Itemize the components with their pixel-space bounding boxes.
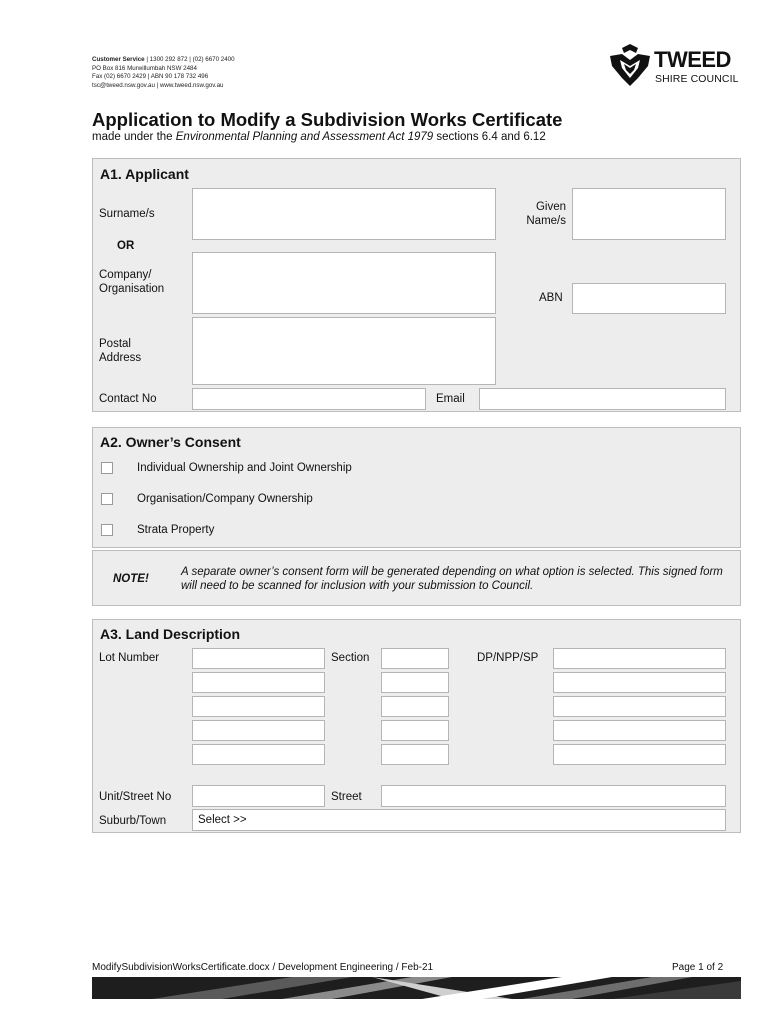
lot-number-field[interactable]	[192, 672, 325, 693]
lot-number-label: Lot Number	[99, 652, 160, 664]
section-field[interactable]	[381, 648, 449, 669]
footer-file-info: ModifySubdivisionWorksCertificate.docx / Development Engineering / Feb-21	[92, 962, 434, 973]
subtitle-prefix: made under the	[92, 131, 176, 143]
dp-field[interactable]	[553, 648, 726, 669]
subtitle-act: Environmental Planning and Assessment Act 1979	[175, 131, 434, 143]
section-applicant-title: A1. Applicant	[100, 166, 189, 182]
street-label: Street	[331, 791, 362, 803]
postal-label-line1: Postal	[99, 338, 131, 350]
ownership-individual-checkbox[interactable]	[101, 462, 113, 474]
customer-service-label: Customer Service	[92, 56, 145, 63]
given-names-label	[518, 200, 566, 228]
postal-address-label	[99, 337, 141, 365]
given-label-line2: Name/s	[526, 215, 566, 227]
section-applicant	[92, 158, 741, 412]
footer-page-number: Page 1 of 2	[672, 962, 724, 973]
postal-address-field[interactable]	[192, 317, 496, 385]
lot-number-field[interactable]	[192, 648, 325, 669]
section-field[interactable]	[381, 696, 449, 717]
lot-number-field[interactable]	[192, 744, 325, 765]
company-field[interactable]	[192, 252, 496, 314]
section-land-description	[92, 619, 741, 833]
suburb-town-label: Suburb/Town	[99, 815, 167, 827]
contact-phones: | 1300 292 872 | (02) 6670 2400	[146, 56, 235, 63]
company-label-line2: Organisation	[99, 283, 165, 295]
dp-field[interactable]	[553, 744, 726, 765]
logo-subtitle: SHIRE COUNCIL	[655, 73, 739, 85]
page-title: Application to Modify a Subdivision Works Certificate	[92, 109, 563, 130]
lot-number-field[interactable]	[192, 696, 325, 717]
footer-decorative-bar	[92, 977, 741, 999]
contact-no-field[interactable]	[192, 388, 426, 410]
dp-field[interactable]	[553, 720, 726, 741]
ownership-organisation-checkbox[interactable]	[101, 493, 113, 505]
section-owners-consent-title: A2. Owner’s Consent	[100, 434, 241, 450]
subtitle-suffix: sections 6.4 and 6.12	[433, 131, 546, 143]
dp-label: DP/NPP/SP	[477, 652, 539, 664]
page-subtitle	[92, 131, 546, 143]
logo-wordmark: TWEED	[654, 47, 731, 72]
section-label: Section	[331, 652, 370, 664]
section-land-description-title: A3. Land Description	[100, 626, 241, 642]
company-label-line1: Company/	[99, 269, 152, 281]
unit-street-no-label: Unit/Street No	[99, 791, 172, 803]
suburb-town-select[interactable]	[192, 809, 726, 831]
email-label: Email	[436, 393, 465, 405]
ownership-individual-label: Individual Ownership and Joint Ownership	[137, 462, 352, 474]
section-owners-consent	[92, 427, 741, 548]
surname-field[interactable]	[192, 188, 496, 240]
postal-label-line2: Address	[99, 352, 142, 364]
given-names-field[interactable]	[572, 188, 726, 240]
unit-street-no-field[interactable]	[192, 785, 325, 807]
section-field[interactable]	[381, 744, 449, 765]
surname-label: Surname/s	[99, 208, 155, 220]
contact-po-box: PO Box 816 Murwillumbah NSW 2484	[92, 64, 197, 72]
contact-fax-abn: Fax (02) 6670 2429 | ABN 90 178 732 496	[92, 73, 209, 81]
note-text: A separate owner’s consent form will be generated depending on what option is selected. This signed form will need to be scanned for inclusion with your submission to Council.	[181, 566, 723, 592]
ownership-strata-label: Strata Property	[137, 524, 215, 536]
given-label-line1: Given	[535, 201, 566, 213]
note-label: NOTE!	[113, 573, 149, 585]
section-field[interactable]	[381, 672, 449, 693]
dp-field[interactable]	[553, 696, 726, 717]
contact-no-label: Contact No	[99, 393, 157, 405]
contact-email-web: tsc@tweed.nsw.gov.au | www.tweed.nsw.gov.au	[92, 81, 224, 89]
contact-block	[92, 56, 235, 90]
dp-field[interactable]	[553, 672, 726, 693]
or-label: OR	[117, 240, 135, 252]
section-field[interactable]	[381, 720, 449, 741]
abn-field[interactable]	[572, 283, 726, 314]
street-field[interactable]	[381, 785, 726, 807]
lot-number-field[interactable]	[192, 720, 325, 741]
note-box	[92, 550, 741, 606]
email-field[interactable]	[479, 388, 726, 410]
ownership-strata-checkbox[interactable]	[101, 524, 113, 536]
tweed-logo-icon	[608, 44, 652, 88]
suburb-select-value: Select >>	[198, 814, 247, 826]
ownership-organisation-label: Organisation/Company Ownership	[137, 493, 313, 505]
abn-label: ABN	[539, 292, 563, 304]
company-label	[99, 268, 164, 296]
